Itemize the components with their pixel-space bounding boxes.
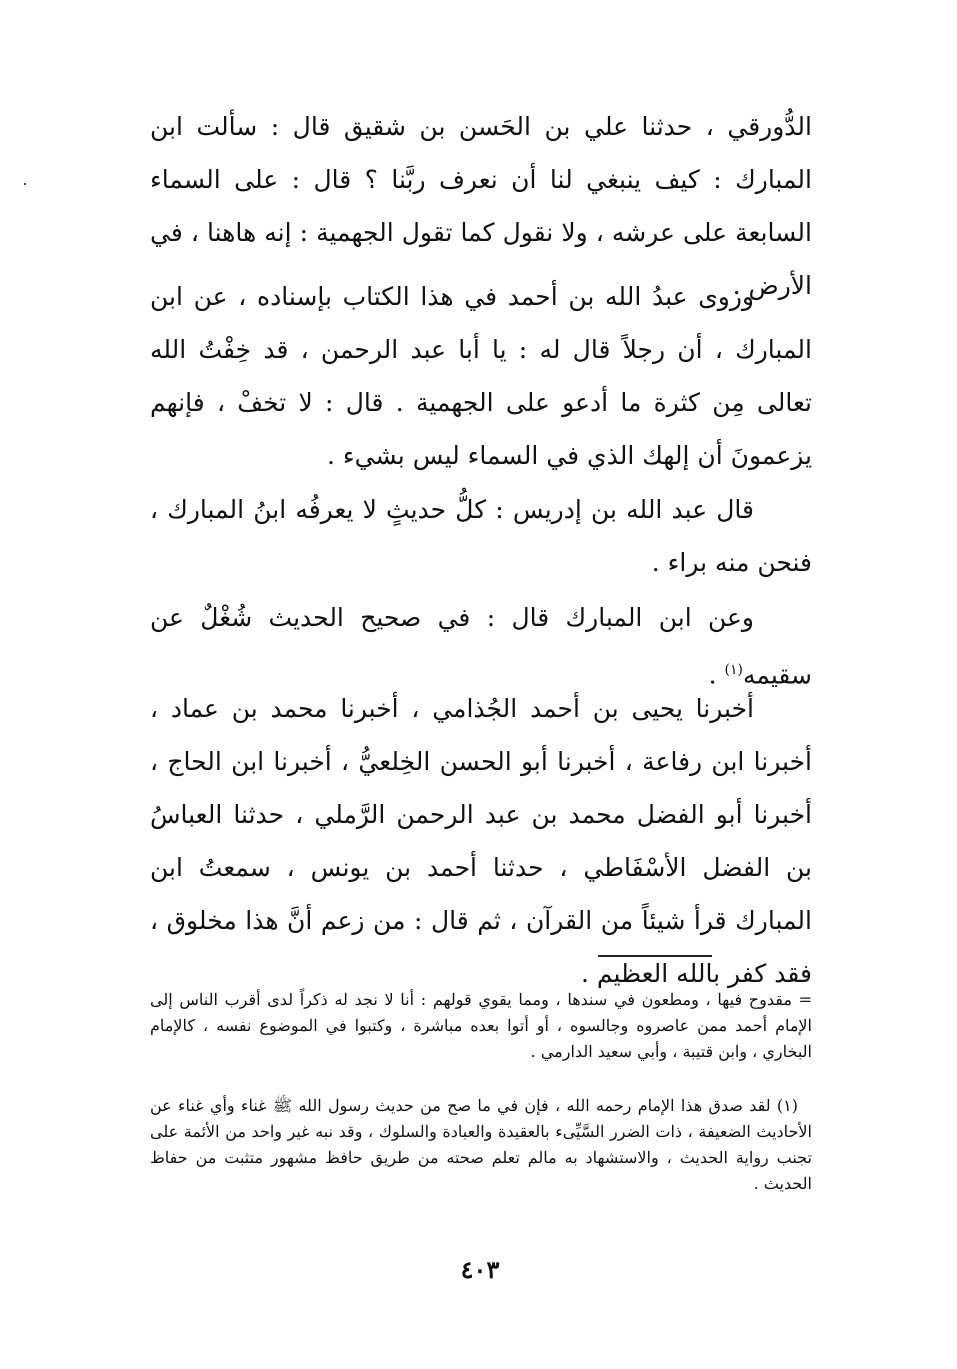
paragraph-3: قال عبد الله بن إدريس : كلُّ حديثٍ لا يعرفُه ابنُ المبارك ، فنحن منه براء . xyxy=(150,495,812,577)
paragraph-2: وروى عبدُ الله بن أحمد في هذا الكتاب بإسناده ، عن ابن المبارك ، أن رجلاً قال له : يا أبا عبد الرحمن ، قد خِفْتُ الله تعالى مِن كثرة ما أدعو على الجهمية . قال : لا تخفْ ، فإنهم يزعمونَ أن إلهك الذي في السماء ليس بشيء . xyxy=(150,282,812,470)
footnote-1: (١) لقد صدق هذا الإمام رحمه الله ، فإن في ما صح من حديث رسول الله ﷺ غناء وأي غناء عن الأحاديث الضعيفة ، ذات الضرر السَّيِّىء بالعقيدة والعبادة والسلوك ، وقد نبه غير واحد من الأئمة على تجنب رواية الحديث ، والاستشهاد به مالم تعلم صحته من طريق حافظ مشهور متثبت من حفاظ الحديث . xyxy=(150,1096,813,1193)
paragraph-1: الدُّورقي ، حدثنا علي بن الحَسن بن شقيق قال : سألت ابن المبارك : كيف ينبغي لنا أن نعرف ربَّنا ؟ قال : على السماء السابعة على عرشه ، ولا نقول كما تقول الجهمية : إنه هاهنا ، في الأرض . xyxy=(150,112,812,300)
paragraph-4-text: وعن ابن المبارك قال : في صحيح الحديث شُغْلٌ عن سقيمه xyxy=(150,603,812,690)
page-number: ٤٠٣ xyxy=(460,1255,500,1284)
footnote-continued: = مقدوح فيها ، ومطعون في سندها ، ومما يقوي قولهم : أنا لا نجد له ذكراً لدى أقرب الناس إلى الإمام أحمد ممن عاصروه وجالسوه ، أو أتوا بعده مباشرة ، وكتبوا في الموضوع نفسه ، كالإمام البخاري ، وابن قتيبة ، وأبي سعيد الدارمي . xyxy=(150,990,812,1061)
paragraph-4-end: . xyxy=(708,660,725,690)
footnote-divider xyxy=(598,955,712,957)
paragraph-5: أخبرنا يحيى بن أحمد الجُذامي ، أخبرنا محمد بن عماد ، أخبرنا ابن رفاعة ، أخبرنا أبو الحسن الخِلعيُّ ، أخبرنا ابن الحاج ، أخبرنا أبو الفضل محمد بن عبد الرحمن الرَّملي ، حدثنا العباسُ بن الفضل الأسْفَاطي ، حدثنا أحمد بن يونس ، سمعتُ ابن المبارك قرأ شيئاً من القرآن ، ثم قال : من زعم أنَّ هذا مخلوق ، فقد كفر بالله العظيم . xyxy=(150,694,812,988)
margin-mark xyxy=(24,183,26,185)
footnote-reference: (١) xyxy=(724,662,743,678)
